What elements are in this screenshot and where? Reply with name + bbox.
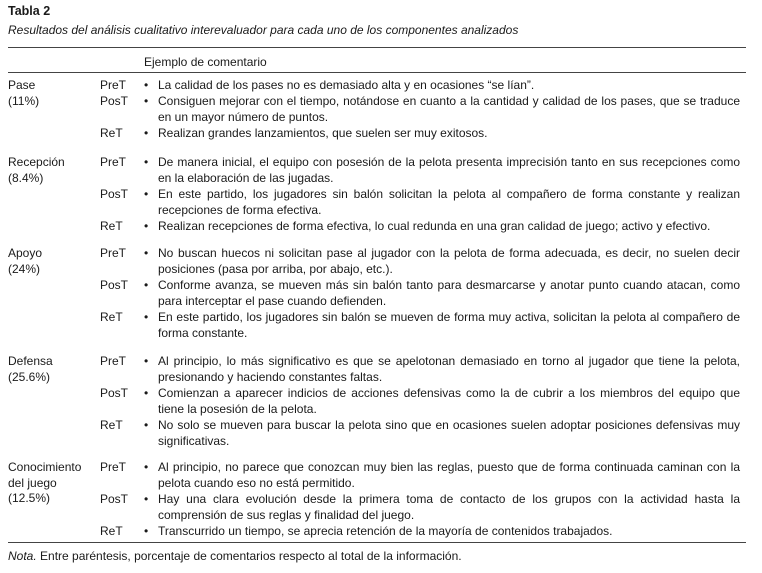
phase-label: PosT	[100, 492, 129, 506]
component-name-line: (24%)	[8, 261, 41, 276]
note-text: Entre paréntesis, porcentaje de comentarios respecto al total de la información.	[36, 549, 462, 563]
component-name-line: Recepción	[8, 155, 65, 169]
comment-text: Realizan grandes lanzamientos, que suelen ser muy exitosos.	[158, 126, 488, 140]
phase-label: PreT	[100, 155, 127, 169]
component-name-line: Defensa	[8, 354, 53, 368]
bullet-icon: •	[144, 492, 149, 506]
phase-label: PosT	[100, 94, 129, 108]
phase-label: PosT	[100, 386, 129, 400]
comment	[144, 187, 740, 218]
table-caption: Resultados del análisis cualitativo interevaluador para cada uno de los componentes analizados	[8, 23, 519, 37]
comment-text: No buscan huecos ni solicitan pase al jugador con la pelota de forma adecuada, es decir, no suelen decir posiciones (pasa por arriba, por abajo, etc.).	[158, 246, 740, 276]
comment	[144, 418, 740, 449]
bullet-icon: •	[144, 155, 149, 169]
phase-label: ReT	[100, 126, 123, 140]
phase-label: PosT	[100, 187, 129, 201]
bullet-icon: •	[144, 278, 149, 292]
phase-label: PreT	[100, 246, 127, 260]
table-title: Tabla 2	[8, 4, 51, 18]
comment-text: Al principio, no parece que conozcan muy bien las reglas, puesto que de forma continuada caminan con la pelota cuando eso no está permitido.	[158, 460, 740, 490]
bullet-icon: •	[144, 460, 149, 474]
phase-label: PreT	[100, 354, 127, 368]
component-name-line: Apoyo	[8, 246, 43, 260]
comment-text: Consiguen mejorar con el tiempo, notándose en cuanto a la cantidad y calidad de los pases, que se traduce en un mayor número de puntos.	[158, 94, 740, 124]
bullet-icon: •	[144, 94, 149, 108]
comment-text: Realizan recepciones de forma efectiva, lo cual redunda en una gran calidad de juego; activo y efectivo.	[158, 219, 711, 233]
comment-text: Conforme avanza, se mueven más sin balón tanto para desmarcarse y anotar punto cuando atacan, como para interceptar el pase cuando defienden.	[158, 278, 740, 308]
comment-text: En este partido, los jugadores sin balón solicitan la pelota al compañero de forma constante y realizan recepciones de forma efectiva.	[158, 187, 740, 217]
comment	[144, 278, 740, 309]
component-name	[8, 354, 53, 385]
comment	[144, 219, 740, 235]
bullet-icon: •	[144, 78, 149, 92]
component-name-line: (11%)	[8, 93, 40, 108]
phase-label: ReT	[100, 524, 123, 538]
comment-text: Hay una clara evolución desde la primera toma de contacto de los grupos con la actividad hasta la comprensión de sus reglas y finalidad del juego.	[158, 492, 740, 522]
comment-text: Comienzan a aparecer indicios de acciones defensivas como la de cubrir a los miembros del equipo que tiene la posesión de la pelota.	[158, 386, 740, 416]
bullet-icon: •	[144, 524, 149, 538]
component-name-line: Conocimiento	[8, 460, 82, 474]
bullet-icon: •	[144, 418, 149, 432]
top-rule	[8, 47, 746, 48]
comment	[144, 310, 740, 341]
comment	[144, 524, 740, 540]
phase-label: ReT	[100, 310, 123, 324]
table-note	[8, 549, 462, 563]
phase-label: PreT	[100, 460, 127, 474]
bottom-rule	[8, 542, 746, 543]
component-name-line: del juego	[8, 475, 57, 490]
component-name-line: (8.4%)	[8, 170, 44, 185]
bullet-icon: •	[144, 219, 149, 233]
comment	[144, 94, 740, 125]
component-name-line: (12.5%)	[8, 491, 51, 505]
bullet-icon: •	[144, 246, 149, 260]
phase-label: ReT	[100, 418, 123, 432]
comment	[144, 354, 740, 385]
phase-label: ReT	[100, 219, 123, 233]
component-name-line: Pase	[8, 78, 36, 92]
component-name	[8, 460, 81, 507]
note-label: Nota.	[8, 549, 37, 563]
phase-label: PosT	[100, 278, 129, 292]
comment-text: No solo se mueven para buscar la pelota sino que en ocasiones suelen adoptar posiciones defensivas muy significativas.	[158, 418, 740, 448]
comment-text: La calidad de los pases no es demasiado alta y en ocasiones “se lían”.	[158, 78, 535, 92]
bullet-icon: •	[144, 126, 149, 140]
comment	[144, 78, 740, 94]
bullet-icon: •	[144, 187, 149, 201]
comment-text: Al principio, lo más significativo es que se apelotonan demasiado en torno al jugador que tiene la pelota, presionando y haciendo constantes faltas.	[158, 354, 740, 384]
bullet-icon: •	[144, 386, 149, 400]
bullet-icon: •	[144, 354, 149, 368]
bullet-icon: •	[144, 310, 149, 324]
column-header: Ejemplo de comentario	[144, 55, 267, 69]
comment	[144, 155, 740, 186]
comment-text: En este partido, los jugadores sin balón se mueven de forma muy activa, solicitan la pelota al compañero de forma constante.	[158, 310, 740, 340]
comment-text: Transcurrido un tiempo, se aprecia retención de la mayoría de contenidos trabajados.	[158, 524, 613, 538]
component-name	[8, 78, 39, 109]
comment	[144, 492, 740, 523]
header-rule	[8, 72, 746, 73]
comment	[144, 386, 740, 417]
comment	[144, 246, 740, 277]
comment	[144, 460, 740, 491]
phase-label: PreT	[100, 78, 127, 92]
component-name	[8, 246, 42, 277]
component-name	[8, 155, 65, 186]
component-name-line: (25.6%)	[8, 369, 51, 384]
comment	[144, 126, 740, 142]
comment-text: De manera inicial, el equipo con posesión de la pelota presenta imprecisión tanto en sus recepciones como en la elaboración de las jugadas.	[158, 155, 740, 185]
